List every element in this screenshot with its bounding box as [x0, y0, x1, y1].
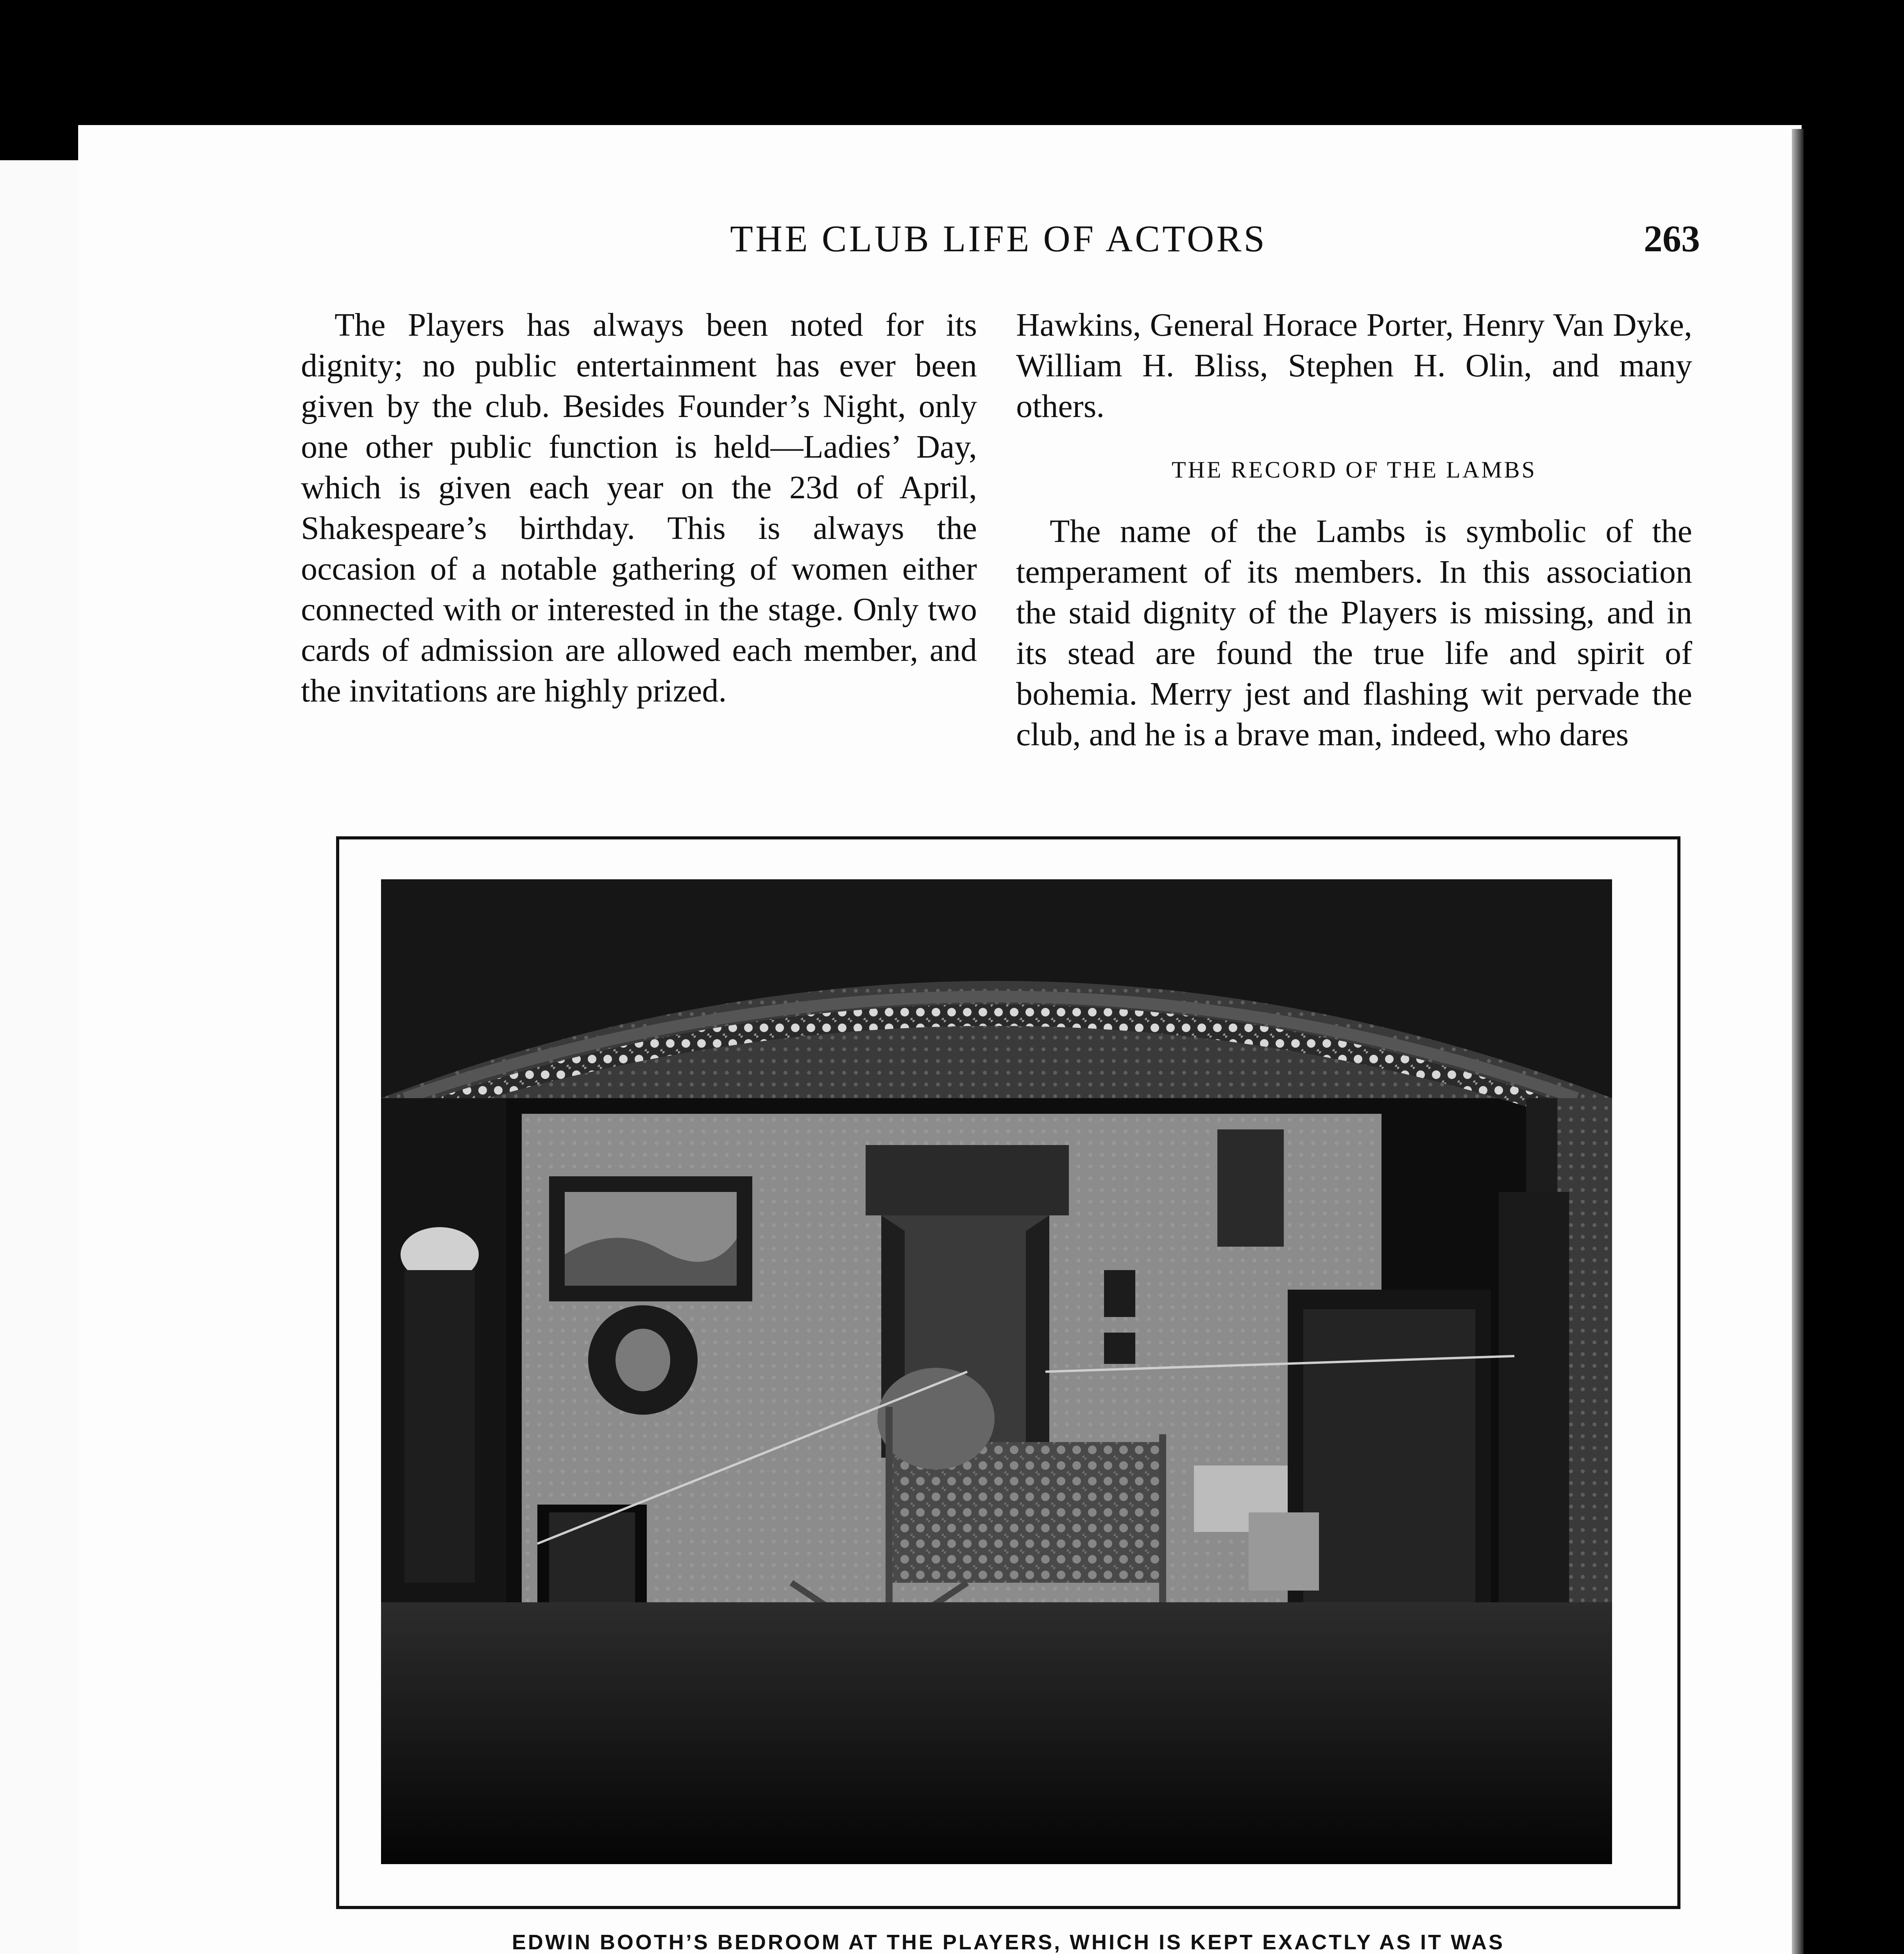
column-top-right [1016, 305, 1692, 755]
left-page-edge [0, 160, 89, 1954]
paragraph: Hawkins, General Horace Porter, Henry Van Dyke, William H. Bliss, Stephen H. Olin, and many others. [1016, 307, 1692, 424]
column-top-left [301, 305, 977, 711]
running-head: THE CLUB LIFE OF ACTORS [730, 218, 1267, 259]
page-number: 263 [1644, 218, 1700, 259]
bedroom-photograph [381, 879, 1612, 1864]
figure-caption [336, 1927, 1680, 1954]
page-header [297, 217, 1700, 272]
caption-line-1: EDWIN BOOTH’S BEDROOM AT THE PLAYERS, WHICH IS KEPT EXACTLY AS IT WAS [512, 1931, 1505, 1954]
paragraph: The name of the Lambs is symbolic of the temperament of its members. In this association the staid dignity of the Players is missing, and in its stead are found the true life and spirit of bohemia. Merry jest and flashing wit pervade the club, and he is a brave man, indeed, who dares [1016, 513, 1692, 753]
section-heading: THE RECORD OF THE LAMBS [1172, 457, 1537, 483]
paragraph: The Players has always been noted for its dignity; no public entertainment has ever been given by the club. Besides Founder’s Night, only one other public function is held—Ladies’ Day, which is given each year on the 23d of April, Shakespeare’s birthday. This is always the occasion of a notable gathering of women either connected with or interested in the stage. Only two cards of admission are allowed each member, and the invitations are highly prized. [301, 307, 977, 709]
page-right-edge [1792, 129, 1804, 1954]
